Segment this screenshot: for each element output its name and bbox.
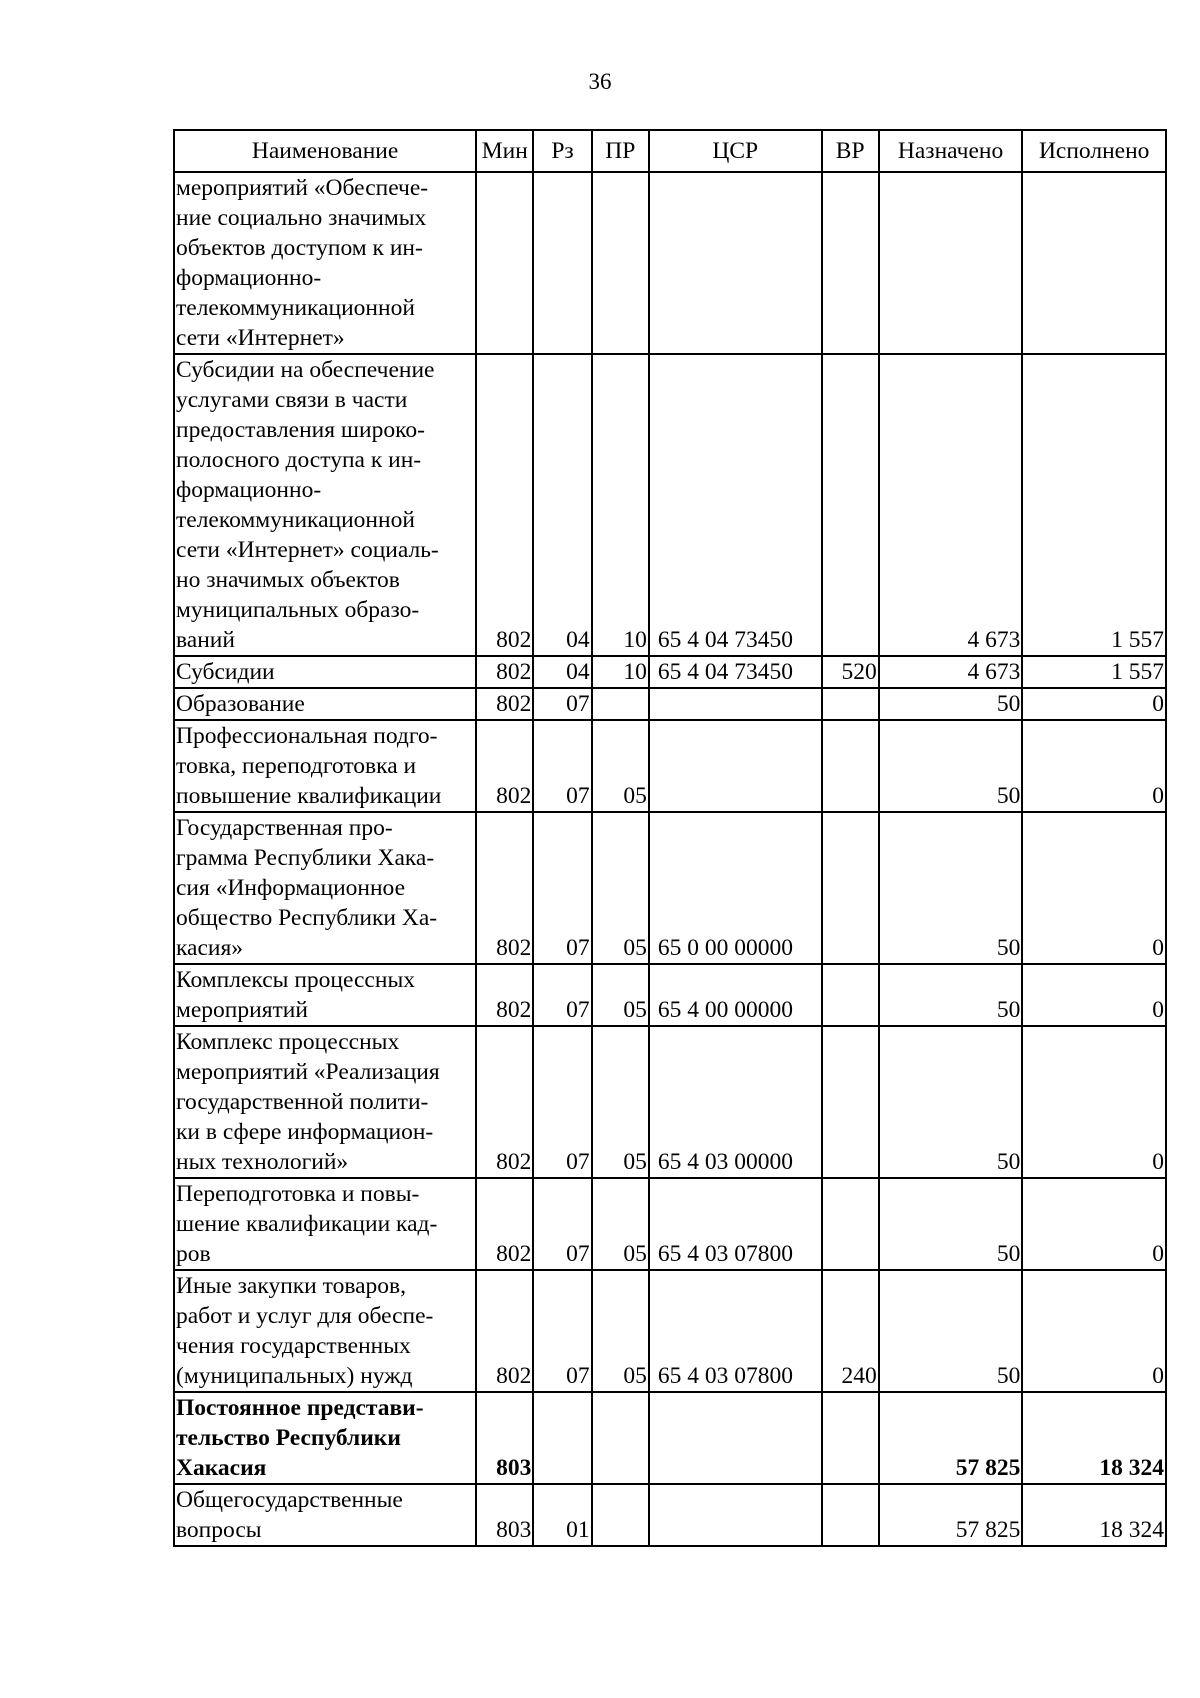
cell-name-line: государственной полити-: [176, 1089, 429, 1115]
cell-name-line: (муниципальных) нужд: [176, 1363, 413, 1389]
cell-vr: [822, 812, 879, 964]
cell-executed: 0: [1022, 688, 1166, 720]
cell-rz: 07: [533, 688, 591, 720]
cell-name-line: грамма Республики Хака-: [176, 845, 435, 871]
cell-name-line: Иные закупки товаров,: [176, 1273, 407, 1299]
cell-csr: 65 4 03 00000: [649, 1026, 822, 1178]
cell-rz: 04: [533, 354, 591, 656]
cell-executed: 0: [1022, 720, 1166, 812]
table-row: [174, 1026, 1166, 1178]
table-header-row: [174, 130, 1166, 172]
header-rz: Рз: [533, 130, 591, 172]
cell-name-line: Государственная про-: [176, 815, 393, 841]
cell-name-line: Образование: [176, 691, 305, 717]
cell-csr: [649, 1484, 822, 1546]
table-row: [174, 812, 1166, 964]
cell-assigned: 4 673: [879, 354, 1023, 656]
cell-name-line: объектов доступом к ин-: [176, 235, 423, 261]
cell-name-line: Общегосударственные: [176, 1487, 403, 1513]
cell-vr: 240: [822, 1270, 879, 1392]
cell-vr: [822, 354, 879, 656]
table-row: [174, 1270, 1166, 1392]
cell-assigned: 4 673: [879, 656, 1023, 688]
cell-assigned: 50: [879, 812, 1023, 964]
cell-assigned: 50: [879, 1026, 1023, 1178]
cell-name: [174, 720, 476, 812]
cell-name-line: товка, переподготовка и: [176, 753, 417, 779]
cell-vr: [822, 1026, 879, 1178]
cell-name-line: ваний: [176, 627, 235, 653]
table-body: [174, 172, 1166, 1546]
cell-name-line: Комплекс процессных: [176, 1029, 400, 1055]
cell-executed: [1022, 172, 1166, 354]
cell-name-line: ние социально значимых: [176, 205, 427, 231]
cell-name-line: муниципальных образо-: [176, 597, 420, 623]
cell-name-line: Переподготовка и повы-: [176, 1181, 420, 1207]
cell-name-line: но значимых объектов: [176, 567, 400, 593]
cell-min: 802: [476, 964, 533, 1026]
cell-executed: 0: [1022, 812, 1166, 964]
cell-executed: 0: [1022, 1270, 1166, 1392]
cell-name-line: телекоммуникационной: [176, 507, 415, 533]
cell-rz: 07: [533, 1026, 591, 1178]
cell-name-line: Хакасия: [176, 1455, 267, 1481]
cell-name-line: сети «Интернет» социаль-: [176, 537, 439, 563]
cell-name: [174, 812, 476, 964]
cell-vr: [822, 688, 879, 720]
cell-rz: 07: [533, 964, 591, 1026]
cell-name-line: Субсидии на обеспечение: [176, 357, 435, 383]
cell-name: [174, 656, 476, 688]
cell-name-line: сети «Интернет»: [176, 325, 345, 351]
cell-name: [174, 688, 476, 720]
cell-name-line: мероприятий: [176, 997, 308, 1023]
cell-min: 802: [476, 354, 533, 656]
cell-pr: [592, 1392, 649, 1484]
cell-executed: 18 324: [1022, 1392, 1166, 1484]
table-row: [174, 354, 1166, 656]
table-row: [174, 688, 1166, 720]
cell-min: 802: [476, 688, 533, 720]
table-row: [174, 720, 1166, 812]
cell-vr: [822, 1392, 879, 1484]
cell-rz: 07: [533, 720, 591, 812]
cell-pr: 05: [592, 1026, 649, 1178]
cell-name: [174, 1026, 476, 1178]
header-executed: Исполнено: [1022, 130, 1166, 172]
cell-pr: 05: [592, 812, 649, 964]
table-row: [174, 656, 1166, 688]
cell-csr: 65 4 04 73450: [649, 354, 822, 656]
cell-rz: 01: [533, 1484, 591, 1546]
cell-vr: 520: [822, 656, 879, 688]
cell-name: [174, 354, 476, 656]
cell-assigned: 50: [879, 964, 1023, 1026]
cell-name-line: тельство Республики: [176, 1425, 401, 1451]
cell-name: [174, 964, 476, 1026]
cell-name-line: Постоянное представи-: [176, 1395, 424, 1421]
cell-csr: 65 4 03 07800: [649, 1270, 822, 1392]
cell-name-line: ров: [176, 1241, 211, 1267]
cell-executed: 0: [1022, 1178, 1166, 1270]
cell-pr: 05: [592, 1270, 649, 1392]
cell-min: 802: [476, 1270, 533, 1392]
cell-name-line: касия»: [176, 935, 244, 961]
header-min: Мин: [476, 130, 533, 172]
cell-name-line: Комплексы процессных: [176, 967, 415, 993]
cell-name-line: работ и услуг для обеспе-: [176, 1303, 434, 1329]
cell-name: [174, 1270, 476, 1392]
cell-csr: [649, 688, 822, 720]
cell-vr: [822, 1178, 879, 1270]
cell-name-line: ных технологий»: [176, 1149, 349, 1175]
cell-csr: [649, 1392, 822, 1484]
header-vr: ВР: [822, 130, 879, 172]
cell-name-line: услугами связи в части: [176, 387, 408, 413]
cell-name-line: шение квалификации кад-: [176, 1211, 438, 1237]
cell-csr: 65 4 00 00000: [649, 964, 822, 1026]
cell-pr: 10: [592, 656, 649, 688]
cell-executed: 1 557: [1022, 354, 1166, 656]
cell-executed: 18 324: [1022, 1484, 1166, 1546]
cell-pr: [592, 172, 649, 354]
table-row: [174, 1484, 1166, 1546]
cell-pr: 05: [592, 720, 649, 812]
cell-min: [476, 172, 533, 354]
cell-assigned: 50: [879, 720, 1023, 812]
cell-rz: 07: [533, 812, 591, 964]
cell-csr: [649, 172, 822, 354]
cell-executed: 0: [1022, 1026, 1166, 1178]
cell-vr: [822, 172, 879, 354]
cell-pr: [592, 1484, 649, 1546]
cell-executed: 0: [1022, 964, 1166, 1026]
cell-pr: 05: [592, 1178, 649, 1270]
cell-name-line: сия «Информационное: [176, 875, 406, 901]
cell-name: [174, 1178, 476, 1270]
cell-min: 802: [476, 1178, 533, 1270]
cell-min: 802: [476, 812, 533, 964]
cell-name: [174, 1484, 476, 1546]
cell-pr: 10: [592, 354, 649, 656]
cell-assigned: 57 825: [879, 1392, 1023, 1484]
cell-name-line: Профессиональная подго-: [176, 723, 438, 749]
cell-rz: 07: [533, 1270, 591, 1392]
cell-assigned: 50: [879, 688, 1023, 720]
cell-min: 802: [476, 1026, 533, 1178]
cell-name: [174, 172, 476, 354]
cell-rz: 07: [533, 1178, 591, 1270]
cell-assigned: [879, 172, 1023, 354]
header-assigned: Назначено: [879, 130, 1023, 172]
cell-pr: [592, 688, 649, 720]
cell-rz: [533, 1392, 591, 1484]
cell-rz: [533, 172, 591, 354]
page-number: 36: [588, 69, 612, 94]
header-pr: ПР: [592, 130, 649, 172]
cell-min: 802: [476, 720, 533, 812]
cell-vr: [822, 720, 879, 812]
cell-name-line: повышение квалификации: [176, 783, 442, 809]
cell-rz: 04: [533, 656, 591, 688]
cell-pr: 05: [592, 964, 649, 1026]
cell-name-line: мероприятий «Обеспече-: [176, 175, 429, 201]
cell-assigned: 50: [879, 1178, 1023, 1270]
cell-name-line: Субсидии: [176, 659, 275, 685]
cell-min: 803: [476, 1392, 533, 1484]
cell-csr: 65 4 03 07800: [649, 1178, 822, 1270]
cell-min: 802: [476, 656, 533, 688]
table-row: [174, 172, 1166, 354]
cell-assigned: 57 825: [879, 1484, 1023, 1546]
cell-name-line: вопросы: [176, 1517, 262, 1543]
cell-csr: 65 4 04 73450: [649, 656, 822, 688]
cell-name-line: телекоммуникационной: [176, 295, 415, 321]
header-csr: ЦСР: [649, 130, 822, 172]
cell-name: [174, 1392, 476, 1484]
cell-executed: 1 557: [1022, 656, 1166, 688]
cell-vr: [822, 964, 879, 1026]
cell-name-line: чения государственных: [176, 1333, 411, 1359]
cell-name-line: предоставления широко-: [176, 417, 425, 443]
cell-name-line: полосного доступа к ин-: [176, 447, 422, 473]
table-row: [174, 1392, 1166, 1484]
cell-vr: [822, 1484, 879, 1546]
cell-csr: 65 0 00 00000: [649, 812, 822, 964]
cell-name-line: мероприятий «Реализация: [176, 1059, 440, 1085]
cell-min: 803: [476, 1484, 533, 1546]
table-row: [174, 964, 1166, 1026]
cell-name-line: ки в сфере информацион-: [176, 1119, 434, 1145]
budget-table: [173, 129, 1167, 1547]
table-row: [174, 1178, 1166, 1270]
cell-name-line: формационно-: [176, 477, 322, 503]
cell-assigned: 50: [879, 1270, 1023, 1392]
cell-name-line: формационно-: [176, 265, 322, 291]
header-name: Наименование: [174, 130, 476, 172]
cell-name-line: общество Республики Ха-: [176, 905, 438, 931]
cell-csr: [649, 720, 822, 812]
